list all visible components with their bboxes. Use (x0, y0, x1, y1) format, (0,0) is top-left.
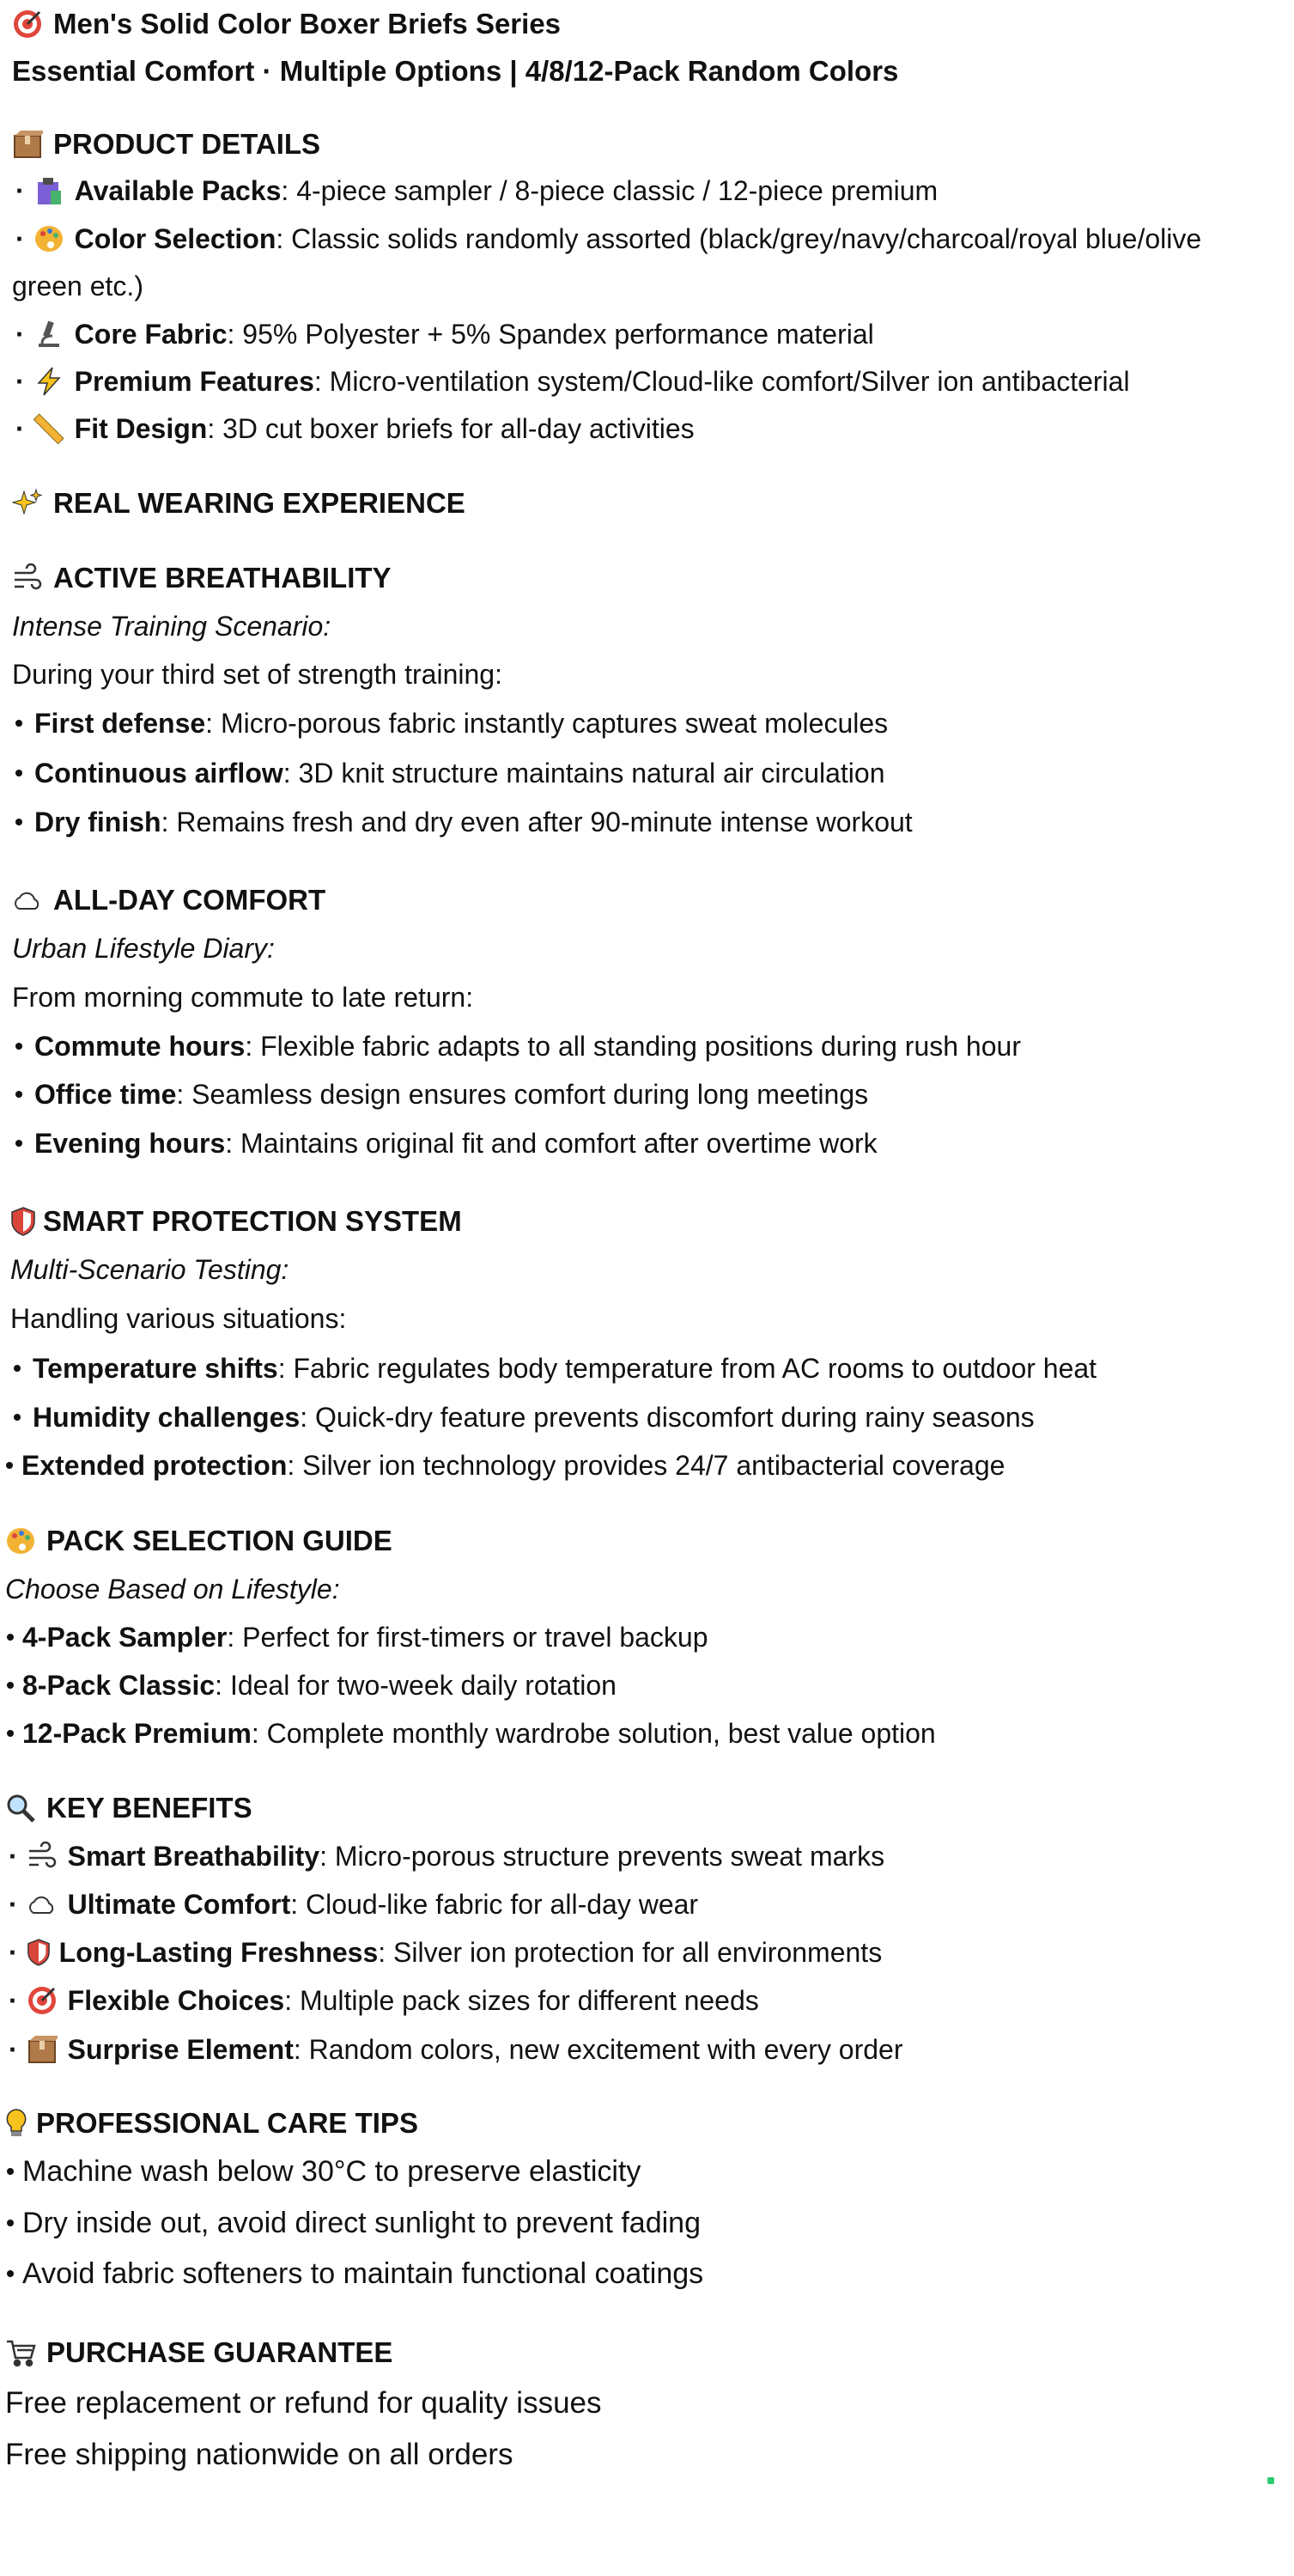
protection-scenario: Multi-Scenario Testing: (10, 1254, 289, 1285)
lightbulb-icon (5, 2106, 29, 2141)
package-icon (12, 127, 46, 161)
title-line (12, 7, 561, 41)
cloud-icon (12, 883, 46, 917)
list-item: · Flexible Choices : Multiple pack sizes for different needs (9, 1985, 759, 2016)
pack-guide-heading: PACK SELECTION GUIDE (5, 1524, 392, 1558)
pack-guide-scenario: Choose Based on Lifestyle: (5, 1574, 340, 1605)
list-item: First defense : Micro-porous fabric instantly captures sweat molecules (12, 706, 888, 740)
package-icon (27, 2032, 61, 2067)
target-icon (27, 1983, 61, 2018)
list-item: Continuous airflow : 3D knit structure maintains natural air circulation (12, 756, 884, 790)
list-item: 12-Pack Premium : Complete monthly wardrobe solution, best value option (5, 1716, 936, 1751)
corner-mark (1267, 2477, 1274, 2484)
comfort-intro: From morning commute to late return: (12, 982, 474, 1013)
experience-heading: REAL WEARING EXPERIENCE (12, 486, 465, 521)
list-item: Avoid fabric softeners to maintain functional coatings (5, 2256, 703, 2291)
protection-heading: SMART PROTECTION SYSTEM (10, 1204, 462, 1239)
page-subtitle: Essential Comfort · Multiple Options | 4/8/12-Pack Random Colors (12, 55, 899, 87)
palette-icon (33, 222, 68, 256)
list-item: · Available Packs : 4-piece sampler / 8-piece classic / 12-piece premium (15, 175, 939, 206)
breathability-intro: During your third set of strength training: (12, 659, 502, 690)
list-item: · Core Fabric : 95% Polyester + 5% Spandex performance material (15, 319, 874, 350)
list-item: · Smart Breathability : Micro-porous structure prevents sweat marks (9, 1841, 885, 1872)
comfort-scenario: Urban Lifestyle Diary: (12, 933, 275, 964)
care-heading: PROFESSIONAL CARE TIPS (5, 2106, 418, 2141)
page-title: Men's Solid Color Boxer Briefs Series (53, 8, 562, 40)
breathability-scenario: Intense Training Scenario: (12, 611, 331, 642)
list-item: Evening hours : Maintains original fit and comfort after overtime work (12, 1126, 878, 1160)
benefits-heading: KEY BENEFITS (5, 1791, 252, 1825)
target-icon (12, 7, 46, 41)
palette-icon (5, 1524, 39, 1558)
wind-icon (12, 561, 46, 595)
lightning-icon (33, 364, 68, 399)
wind-icon (27, 1839, 61, 1873)
protection-intro: Handling various situations: (10, 1303, 347, 1334)
guarantee-line: Free replacement or refund for quality issues (5, 2386, 602, 2420)
list-item-continuation: green etc.) (12, 271, 143, 301)
list-item: · Premium Features : Micro-ventilation system/Cloud-like comfort/Silver ion antibacterial (15, 366, 1130, 397)
list-item: · Surprise Element : Random colors, new excitement with every order (9, 2034, 903, 2065)
guarantee-heading: PURCHASE GUARANTEE (5, 2335, 392, 2370)
list-item: · Ultimate Comfort : Cloud-like fabric for all-day wear (9, 1889, 699, 1920)
cart-icon (5, 2335, 39, 2370)
clipboard-icon (33, 174, 68, 208)
list-item: Machine wash below 30°C to preserve elasticity (5, 2154, 641, 2189)
product-details-heading: PRODUCT DETAILS (12, 127, 320, 161)
magnifier-icon (5, 1791, 39, 1825)
shield-icon (10, 1204, 38, 1239)
list-item: · Fit Design : 3D cut boxer briefs for all-day activities (15, 413, 695, 444)
list-item: 8-Pack Classic : Ideal for two-week daily rotation (5, 1668, 617, 1702)
microscope-icon (33, 317, 68, 351)
list-item: 4-Pack Sampler : Perfect for first-timers or travel backup (5, 1620, 708, 1654)
breathability-heading: ACTIVE BREATHABILITY (12, 561, 392, 595)
list-item: · Color Selection : Classic solids randomly assorted (black/grey/navy/charcoal/royal blue/olive (15, 223, 1202, 254)
list-item: Commute hours : Flexible fabric adapts to all standing positions during rush hour (12, 1029, 1021, 1063)
cloud-icon (27, 1887, 61, 1921)
list-item: Dry inside out, avoid direct sunlight to prevent fading (5, 2206, 701, 2240)
guarantee-line: Free shipping nationwide on all orders (5, 2438, 513, 2471)
ruler-icon (33, 411, 68, 446)
list-item: Office time : Seamless design ensures comfort during long meetings (12, 1077, 868, 1111)
sparkles-icon (12, 486, 46, 521)
list-item: Dry finish : Remains fresh and dry even after 90-minute intense workout (12, 805, 913, 839)
comfort-heading: ALL-DAY COMFORT (12, 883, 325, 917)
list-item: Humidity challenges : Quick-dry feature prevents discomfort during rainy seasons (10, 1400, 1035, 1434)
list-item: · Long-Lasting Freshness : Silver ion protection for all environments (9, 1937, 883, 1968)
shield-icon (27, 1935, 52, 1970)
subtitle-line (12, 54, 898, 88)
list-item: Temperature shifts : Fabric regulates body temperature from AC rooms to outdoor heat (10, 1351, 1097, 1385)
list-item: Extended protection : Silver ion technology provides 24/7 antibacterial coverage (4, 1448, 1005, 1483)
